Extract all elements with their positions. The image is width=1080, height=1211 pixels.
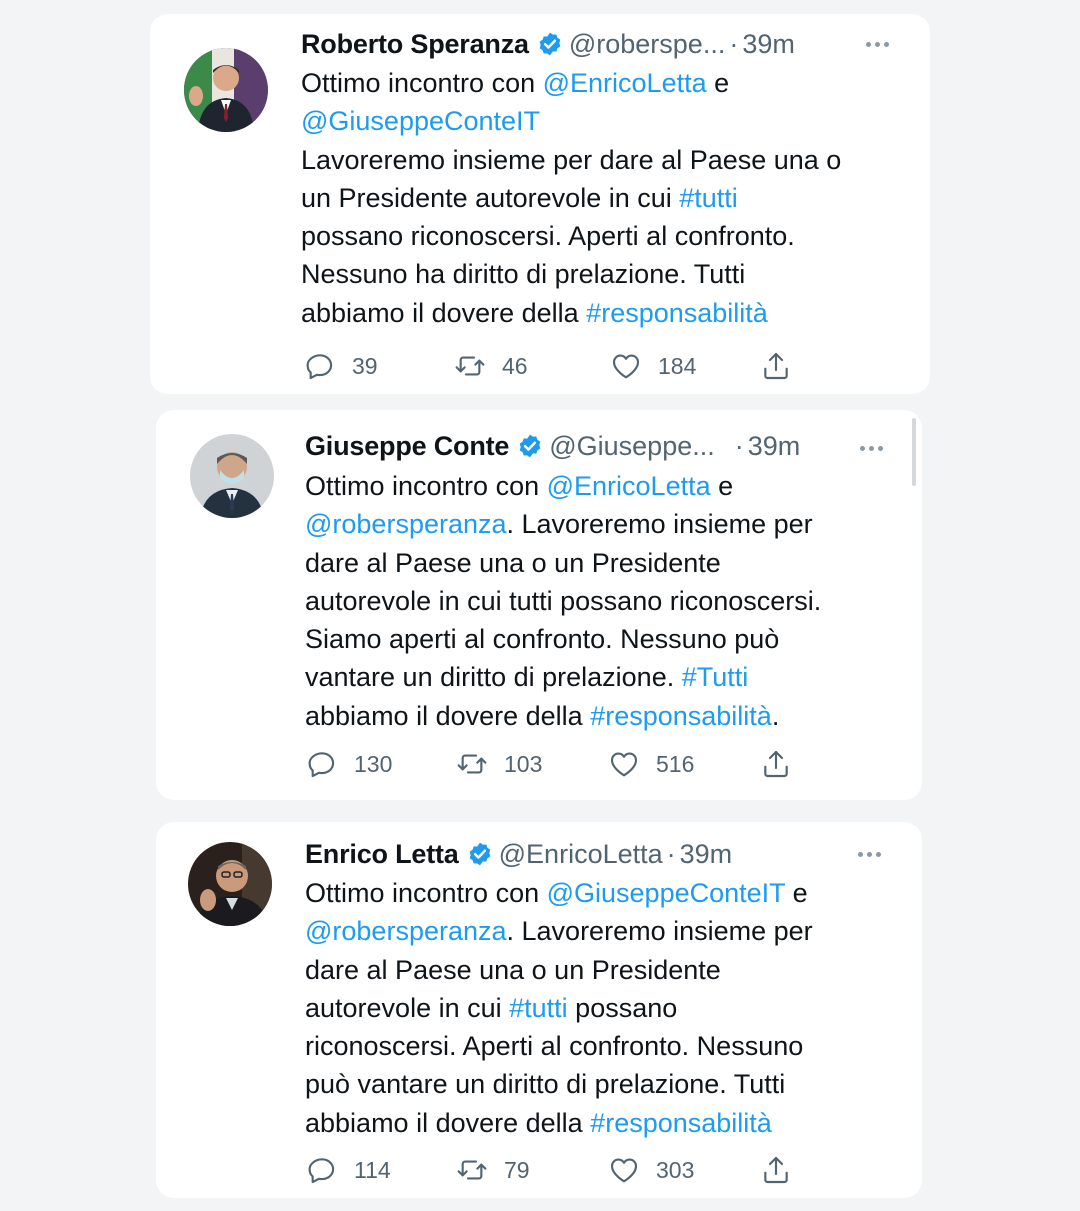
author-handle[interactable]: @EnricoLetta xyxy=(498,838,663,869)
tweet-text-run: e xyxy=(706,68,730,98)
share-icon xyxy=(760,748,792,780)
tweet-text-run: Ottimo incontro con xyxy=(305,878,547,908)
share-button[interactable] xyxy=(760,346,808,386)
mention-link[interactable]: @GiuseppeConteIT xyxy=(546,878,786,908)
retweet-count: 103 xyxy=(504,750,543,777)
like-button[interactable] xyxy=(608,1150,694,1190)
tweet-text-line xyxy=(301,294,841,332)
tweet-text-line xyxy=(305,620,821,658)
share-button[interactable] xyxy=(760,744,808,784)
verified-badge-icon xyxy=(517,433,543,459)
timestamp[interactable]: 39m xyxy=(679,838,733,869)
tweet-card[interactable] xyxy=(150,14,930,394)
separator-dot: · xyxy=(666,838,676,869)
avatar[interactable] xyxy=(188,842,272,926)
tweet-text-run: vantare un diritto di prelazione. xyxy=(305,662,682,693)
tweet-text-line xyxy=(301,255,841,293)
reply-icon xyxy=(304,350,336,382)
hashtag-link[interactable]: #tutti xyxy=(679,182,738,213)
separator-dot: · xyxy=(734,430,744,461)
tweet-text xyxy=(305,467,821,735)
tweet-actions xyxy=(304,346,804,386)
retweet-icon xyxy=(454,350,486,382)
tweet-text-run: Lavoreremo insieme per dare al Paese una o xyxy=(301,144,842,175)
tweet-text-run: e xyxy=(710,471,734,501)
tweet-text-line xyxy=(305,989,813,1027)
tweet-text-line xyxy=(301,102,841,140)
tweet-text-run: possano riconoscersi. Aperti al confronto. xyxy=(301,221,795,252)
scrollbar[interactable] xyxy=(912,418,916,486)
hashtag-link[interactable]: #responsabilità xyxy=(590,700,772,731)
separator-dot: · xyxy=(729,28,739,59)
tweet-text-line xyxy=(305,912,813,950)
tweet-text-run: Siamo aperti al confronto. Nessuno può xyxy=(305,624,780,655)
hashtag-link[interactable]: #responsabilità xyxy=(590,1107,772,1138)
tweet-text-run: . Lavoreremo insieme per xyxy=(506,509,813,540)
tweet-text-line xyxy=(305,951,813,989)
author-name[interactable]: Roberto Speranza xyxy=(301,28,529,59)
tweet-actions xyxy=(306,1150,806,1190)
reply-icon xyxy=(306,1154,338,1186)
like-icon xyxy=(610,350,642,382)
tweet-text-run: riconoscersi. Aperti al confronto. Nessuno xyxy=(305,1031,804,1062)
more-options-icon[interactable] xyxy=(866,34,889,54)
retweet-count: 46 xyxy=(502,352,528,379)
tweet-text-run: abbiamo il dovere della xyxy=(301,297,587,328)
mention-link[interactable]: @robersperanza xyxy=(305,916,507,947)
reply-icon xyxy=(306,748,338,780)
tweet-text-line xyxy=(305,1065,813,1103)
tweet-text-line xyxy=(305,544,821,582)
tweet-text-run: Ottimo incontro con xyxy=(301,68,543,98)
verified-badge-icon xyxy=(537,31,563,57)
reply-button[interactable] xyxy=(304,346,378,386)
retweet-button[interactable] xyxy=(456,744,542,784)
tweet-text-line xyxy=(301,141,841,179)
like-icon xyxy=(608,748,640,780)
tweet-text-run: Nessuno ha diritto di prelazione. Tutti xyxy=(301,259,746,290)
tweet-text-run: autorevole in cui xyxy=(305,992,510,1023)
reply-button[interactable] xyxy=(306,744,392,784)
tweet-text-line xyxy=(305,1027,813,1065)
timestamp[interactable]: 39m xyxy=(742,28,795,59)
tweet-text-run: dare al Paese una o un Presidente xyxy=(305,547,721,578)
tweet-card[interactable] xyxy=(156,410,922,800)
like-count: 303 xyxy=(656,1156,695,1183)
tweet-text-run: e xyxy=(785,878,808,908)
tweet-text-line xyxy=(301,64,841,102)
retweet-icon xyxy=(456,1154,488,1186)
retweet-button[interactable] xyxy=(454,346,528,386)
timestamp[interactable]: 39m xyxy=(747,430,801,461)
hashtag-link[interactable]: #responsabilità xyxy=(586,297,768,328)
reply-count: 114 xyxy=(354,1156,391,1183)
more-options-icon[interactable] xyxy=(860,438,883,458)
reply-count: 39 xyxy=(352,352,378,379)
hashtag-link[interactable]: #tutti xyxy=(509,992,568,1023)
tweet-text-line xyxy=(305,1104,813,1142)
tweet-text xyxy=(301,64,841,332)
tweet-text-line xyxy=(305,582,821,620)
tweet-text-run: autorevole in cui tutti possano riconoscersi. xyxy=(305,585,822,616)
tweet-actions xyxy=(306,744,806,784)
reply-count: 130 xyxy=(354,750,393,777)
tweet-text-line xyxy=(305,874,813,912)
tweet-text xyxy=(305,874,813,1142)
avatar[interactable] xyxy=(184,48,268,132)
retweet-icon xyxy=(456,748,488,780)
retweet-button[interactable] xyxy=(456,1150,530,1190)
author-name[interactable]: Giuseppe Conte xyxy=(305,430,510,461)
tweet-text-line xyxy=(305,505,821,543)
retweet-count: 79 xyxy=(504,1156,530,1183)
tweet-text-line xyxy=(301,217,841,255)
tweet-text-run: Ottimo incontro con xyxy=(305,471,547,501)
author-handle[interactable]: @roberspe... xyxy=(568,28,726,59)
tweet-text-run: possano xyxy=(567,992,678,1023)
author-name[interactable]: Enrico Letta xyxy=(305,838,459,869)
tweet-text-run: può vantare un diritto di prelazione. Tutti xyxy=(305,1069,786,1100)
more-options-icon[interactable] xyxy=(858,844,881,864)
tweet-text-run: . xyxy=(771,700,780,731)
tweet-card[interactable] xyxy=(156,822,922,1198)
avatar[interactable] xyxy=(190,434,274,518)
tweet-text-line xyxy=(305,658,821,696)
like-button[interactable] xyxy=(608,744,694,784)
tweet-text-run: un Presidente autorevole in cui xyxy=(301,182,680,213)
share-icon xyxy=(760,350,792,382)
hashtag-link[interactable]: #Tutti xyxy=(681,662,749,693)
tweet-text-line xyxy=(301,179,841,217)
like-icon xyxy=(608,1154,640,1186)
verified-badge-icon xyxy=(467,841,493,867)
mention-link[interactable]: @robersperanza xyxy=(305,509,507,540)
mention-link[interactable]: @EnricoLetta xyxy=(542,68,707,98)
tweet-text-run: abbiamo il dovere della xyxy=(305,1107,591,1138)
tweet-text-run: dare al Paese una o un Presidente xyxy=(305,954,721,985)
mention-link[interactable]: @EnricoLetta xyxy=(546,471,711,501)
share-icon xyxy=(760,1154,792,1186)
tweet-text-run: abbiamo il dovere della xyxy=(305,700,591,731)
share-button[interactable] xyxy=(760,1150,808,1190)
reply-button[interactable] xyxy=(306,1150,391,1190)
like-count: 184 xyxy=(658,352,697,379)
author-handle[interactable]: @Giuseppe... xyxy=(549,430,715,461)
like-count: 516 xyxy=(656,750,695,777)
tweet-text-line xyxy=(305,467,821,505)
like-button[interactable] xyxy=(610,346,696,386)
tweet-text-line xyxy=(305,697,821,735)
tweet-text-run: . Lavoreremo insieme per xyxy=(506,916,813,947)
mention-link[interactable]: @GiuseppeConteIT xyxy=(301,106,541,137)
